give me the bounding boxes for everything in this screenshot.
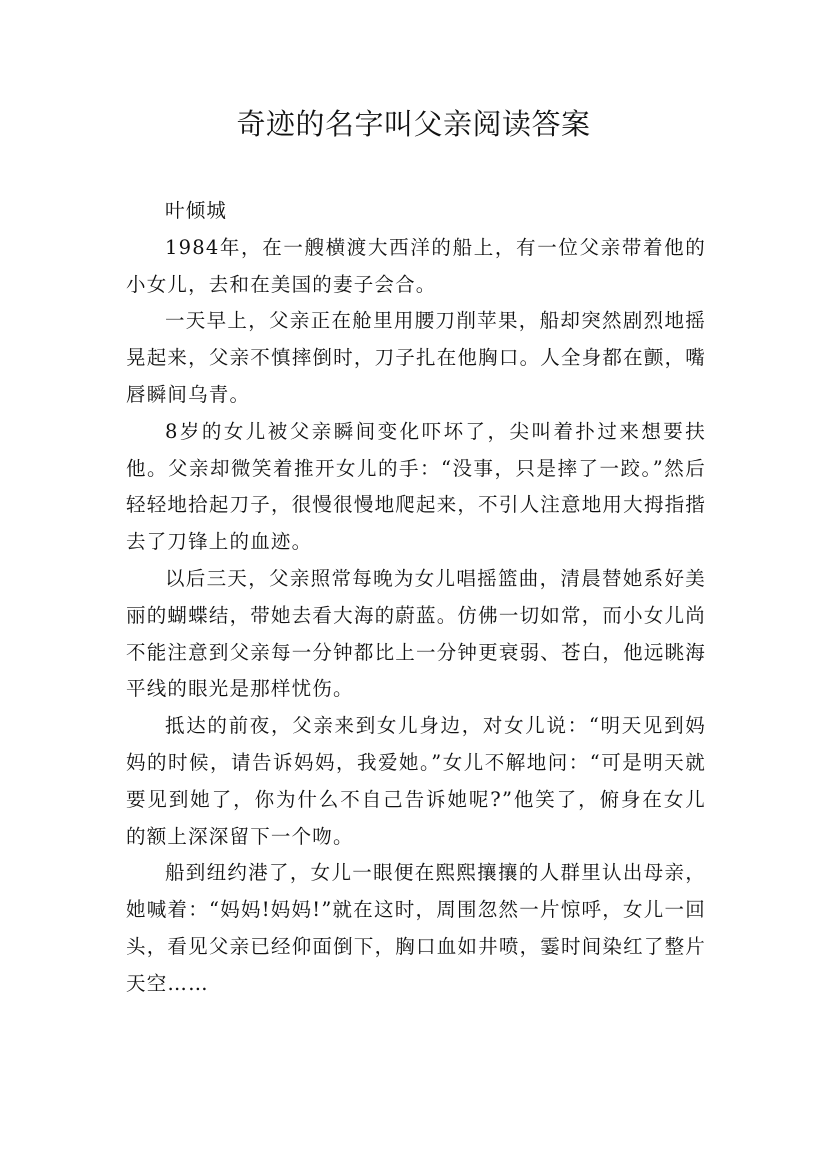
paragraph: 一天早上，父亲正在舱里用腰刀削苹果，船却突然剧烈地摇晃起来，父亲不慎摔倒时，刀子扎在他胸口。人全身都在颤，嘴唇瞬间乌青。 [126,309,706,406]
paragraph: 8岁的女儿被父亲瞬间变化吓坏了，尖叫着扑过来想要扶他。父亲却微笑着推开女儿的手：“没事，只是摔了一跤。”然后轻轻地拾起刀子，很慢很慢地爬起来，不引人注意地用大拇指揩去了刀锋上的血迹。 [126,419,706,554]
document-body [126,193,706,1003]
paragraph: 抵达的前夜，父亲来到女儿身边，对女儿说：“明天见到妈妈的时候，请告诉妈妈，我爱她。”女儿不解地问：“可是明天就要见到她了，你为什么不自己告诉她呢?”他笑了，俯身在女儿的额上深深留下一个吻。 [126,714,706,848]
document-title: 奇迹的名字叫父亲阅读答案 [236,107,591,141]
paragraph: 以后三天，父亲照常每晚为女儿唱摇篮曲，清晨替她系好美丽的蝴蝶结，带她去看大海的蔚蓝。仿佛一切如常，而小女儿尚不能注意到父亲每一分钟都比上一分钟更衰弱、苍白，他远眺海平线的眼光是那样忧伤。 [126,566,706,701]
paragraph: 船到纽约港了，女儿一眼便在熙熙攘攘的人群里认出母亲，她喊着：“妈妈!妈妈!”就在这时，周围忽然一片惊呼，女儿一回头，看见父亲已经仰面倒下，胸口血如井喷，霎时间染红了整片天空…… [126,861,706,995]
paragraph: 1984年，在一艘横渡大西洋的船上，有一位父亲带着他的小女儿，去和在美国的妻子会合。 [126,235,706,296]
author-line: 叶倾城 [165,199,228,222]
